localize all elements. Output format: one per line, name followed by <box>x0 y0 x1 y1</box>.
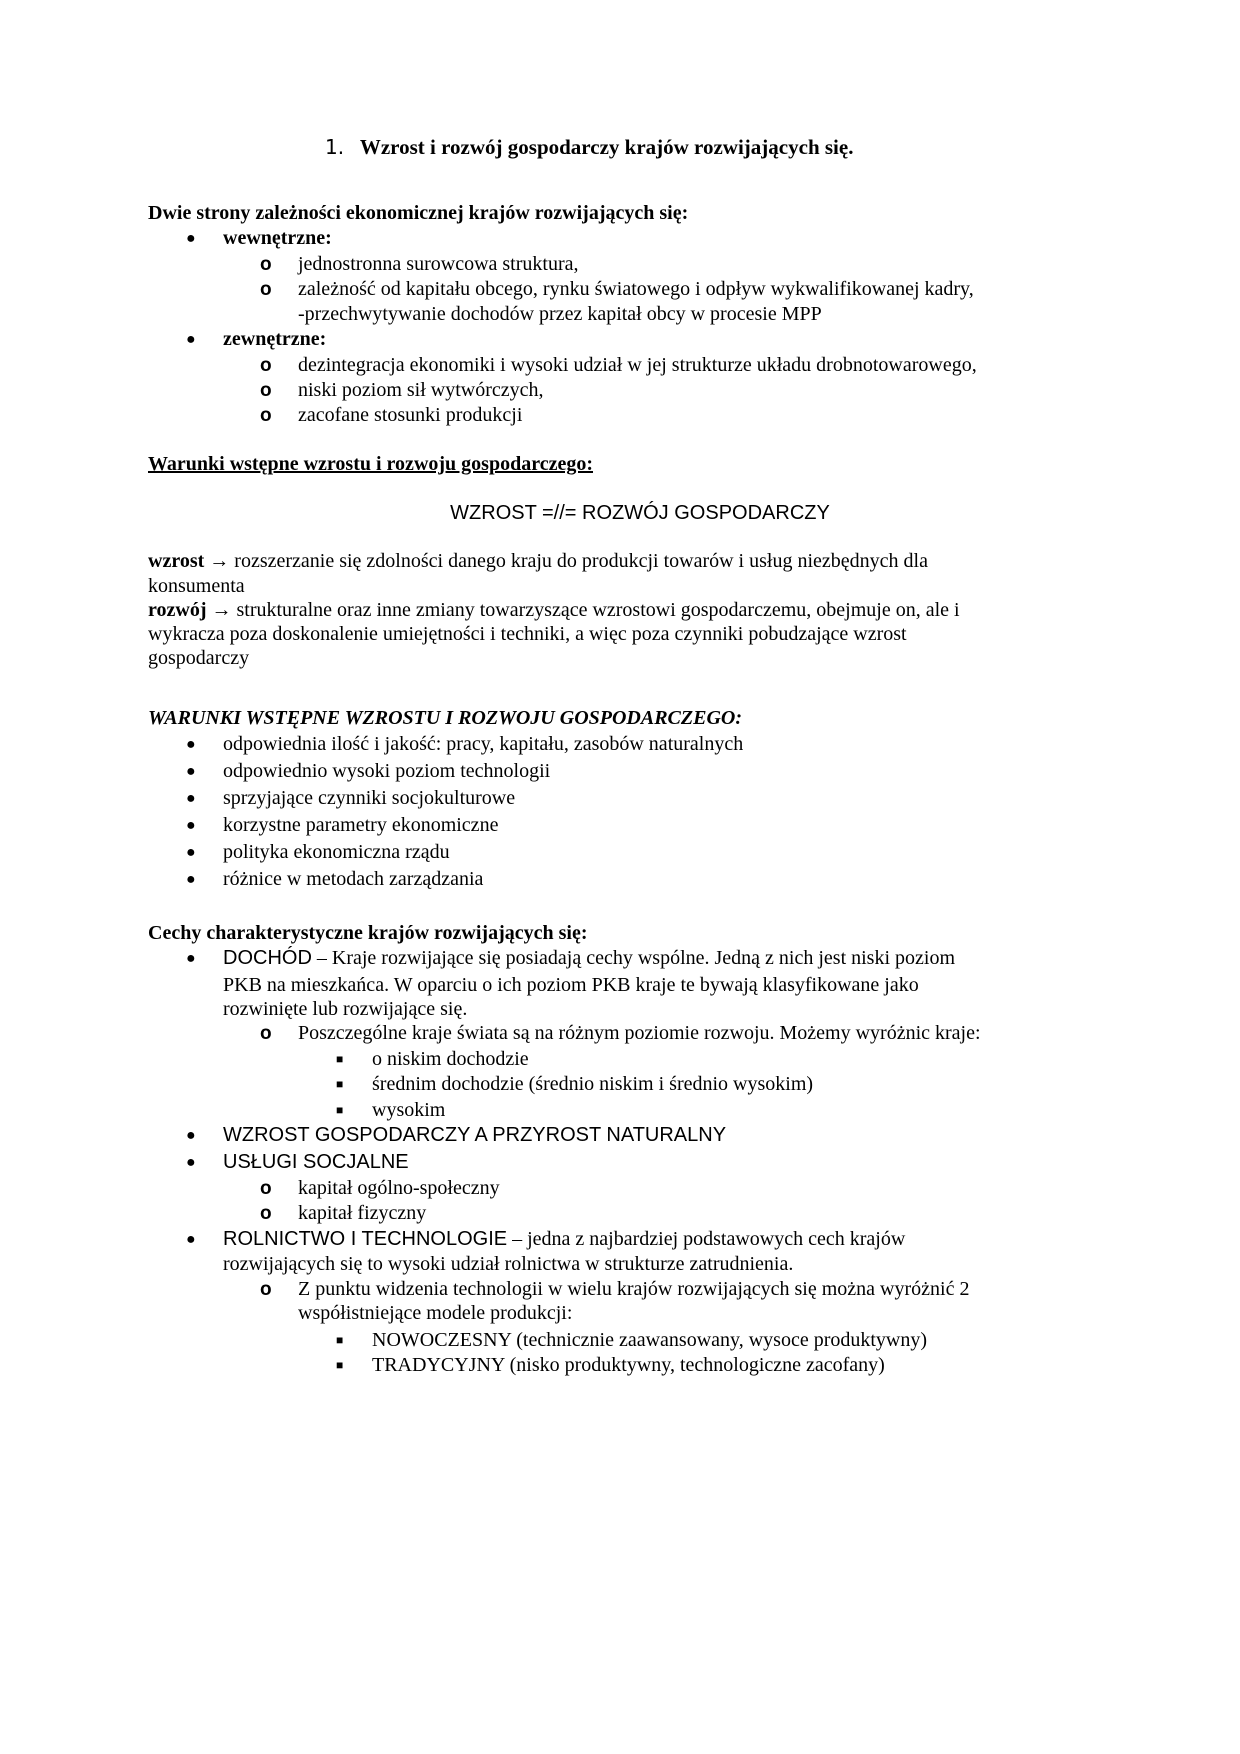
growth-text-line1: rozszerzanie się zdolności danego kraju do produkcji towarów i usług niezbędnych dla <box>229 550 928 572</box>
development-text-line2: wykracza poza doskonalenie umiejętności i techniki, a więc poza czynniki pobudzające wzrost <box>148 623 907 645</box>
bullet-circle: o <box>260 279 272 300</box>
development-definition <box>148 597 960 624</box>
income-text-line2: PKB na mieszkańca. W oparciu o ich poziom PKB kraje te bywają klasyfikowane jako <box>223 974 919 996</box>
bullet-circle: o <box>260 1023 272 1044</box>
right-arrow-icon: → <box>209 550 230 572</box>
bullet-square: ■ <box>336 1333 344 1347</box>
income-sub-item: Poszczególne kraje świata są na różnym poziomie rozwoju. Możemy wyróżnic kraje: <box>298 1022 981 1044</box>
section4-heading: Cechy charakterystyczne krajów rozwijających się: <box>148 922 588 944</box>
agriculture-sub-line2: współistniejące modele produkcji: <box>298 1302 573 1324</box>
agriculture-text-line1: jedna z najbardziej podstawowych cech krajów <box>527 1228 906 1250</box>
agriculture-line1 <box>223 1226 905 1253</box>
list-item: kapitał ogólno-społeczny <box>298 1177 500 1199</box>
bullet-dot: ● <box>186 790 196 807</box>
income-line1 <box>223 945 955 972</box>
agriculture-text-line2: rozwijających się to wysoki udział rolnictwa w strukturze zatrudnienia. <box>223 1253 794 1275</box>
bullet-dot: ● <box>186 1127 196 1144</box>
bullet-dot: ● <box>186 950 196 967</box>
income-label: DOCHÓD <box>223 947 312 969</box>
list-item: jednostronna surowcowa struktura, <box>298 253 579 275</box>
growth-vs-development-heading: WZROST =//= ROZWÓJ GOSPODARCZY <box>450 502 830 524</box>
list-item: odpowiednio wysoki poziom technologii <box>223 760 551 782</box>
list-item: odpowiednia ilość i jakość: pracy, kapitału, zasobów naturalnych <box>223 733 744 755</box>
page-title <box>325 134 853 161</box>
income-text-line3: rozwinięte lub rozwijające się. <box>223 998 468 1020</box>
list-item: kapitał fizyczny <box>298 1202 427 1224</box>
bullet-circle: o <box>260 405 272 426</box>
list-item: zacofane stosunki produkcji <box>298 404 523 426</box>
list-item: korzystne parametry ekonomiczne <box>223 814 499 836</box>
list-item: NOWOCZESNY (technicznie zaawansowany, wysoce produktywny) <box>372 1329 928 1351</box>
agriculture-sub-line1: Z punktu widzenia technologii w wielu krajów rozwijających się można wyróżnić 2 <box>298 1278 970 1300</box>
bullet-square: ■ <box>336 1103 344 1117</box>
section1-heading: Dwie strony zależności ekonomicznej krajów rozwijających się: <box>148 202 689 224</box>
bullet-circle: o <box>260 254 272 275</box>
bullet-square: ■ <box>336 1052 344 1066</box>
bullet-dot: ● <box>186 1231 196 1248</box>
agriculture-label: ROLNICTWO I TECHNOLOGIE <box>223 1228 508 1250</box>
bullet-square: ■ <box>336 1077 344 1091</box>
bullet-dot: ● <box>186 1154 196 1171</box>
internal-label: wewnętrzne: <box>223 227 332 249</box>
bullet-circle: o <box>260 1178 272 1199</box>
bullet-dot: ● <box>186 844 196 861</box>
list-item: polityka ekonomiczna rządu <box>223 841 450 863</box>
list-item: średnim dochodzie (średnio niskim i średnio wysokim) <box>372 1073 814 1095</box>
list-item: o niskim dochodzie <box>372 1048 529 1070</box>
title-number: 1. <box>325 135 345 159</box>
list-item: sprzyjające czynniki socjokulturowe <box>223 787 516 809</box>
list-item: zależność od kapitału obcego, rynku światowego i odpływ wykwalifikowanej kadry, <box>298 278 974 300</box>
bullet-dot: ● <box>186 817 196 834</box>
external-label: zewnętrzne: <box>223 328 327 350</box>
dash: – <box>507 1228 528 1250</box>
bullet-dot: ● <box>186 871 196 888</box>
growth-definition <box>148 548 928 575</box>
list-item: TRADYCYJNY (nisko produktywny, technologiczne zacofany) <box>372 1354 885 1376</box>
bullet-circle: o <box>260 380 272 401</box>
bullet-circle: o <box>260 1279 272 1300</box>
list-item-continuation: -przechwytywanie dochodów przez kapitał obcy w procesie MPP <box>298 303 822 325</box>
development-text-line1: strukturalne oraz inne zmiany towarzyszące wzrostowi gospodarczemu, obejmuje on, ale i <box>231 599 960 621</box>
section3-heading: WARUNKI WSTĘPNE WZROSTU I ROZWOJU GOSPODARCZEGO: <box>148 707 742 729</box>
list-item: wysokim <box>372 1099 446 1121</box>
development-term: rozwój <box>148 599 207 621</box>
bullet-dot: ● <box>186 736 196 753</box>
social-services-label: USŁUGI SOCJALNE <box>223 1151 409 1173</box>
list-item: dezintegracja ekonomiki i wysoki udział w jej strukturze układu drobnotowarowego, <box>298 354 977 376</box>
income-text-line1: Kraje rozwijające się posiadają cechy wspólne. Jedną z nich jest niski poziom <box>331 947 956 969</box>
growth-term: wzrost <box>148 550 205 572</box>
growth-population-item: WZROST GOSPODARCZY A PRZYROST NATURALNY <box>223 1124 727 1146</box>
bullet-dot: ● <box>186 331 196 348</box>
section2-heading: Warunki wstępne wzrostu i rozwoju gospodarczego: <box>148 453 593 475</box>
bullet-dot: ● <box>186 230 196 247</box>
dash: – <box>311 947 332 969</box>
bullet-square: ■ <box>336 1358 344 1372</box>
list-item: różnice w metodach zarządzania <box>223 868 484 890</box>
bullet-circle: o <box>260 355 272 376</box>
growth-text-line2: konsumenta <box>148 575 245 597</box>
title-text: Wzrost i rozwój gospodarczy krajów rozwijających się. <box>359 135 854 159</box>
bullet-circle: o <box>260 1203 272 1224</box>
development-text-line3: gospodarczy <box>148 647 250 669</box>
bullet-dot: ● <box>186 763 196 780</box>
right-arrow-icon: → <box>211 599 232 621</box>
list-item: niski poziom sił wytwórczych, <box>298 379 544 401</box>
